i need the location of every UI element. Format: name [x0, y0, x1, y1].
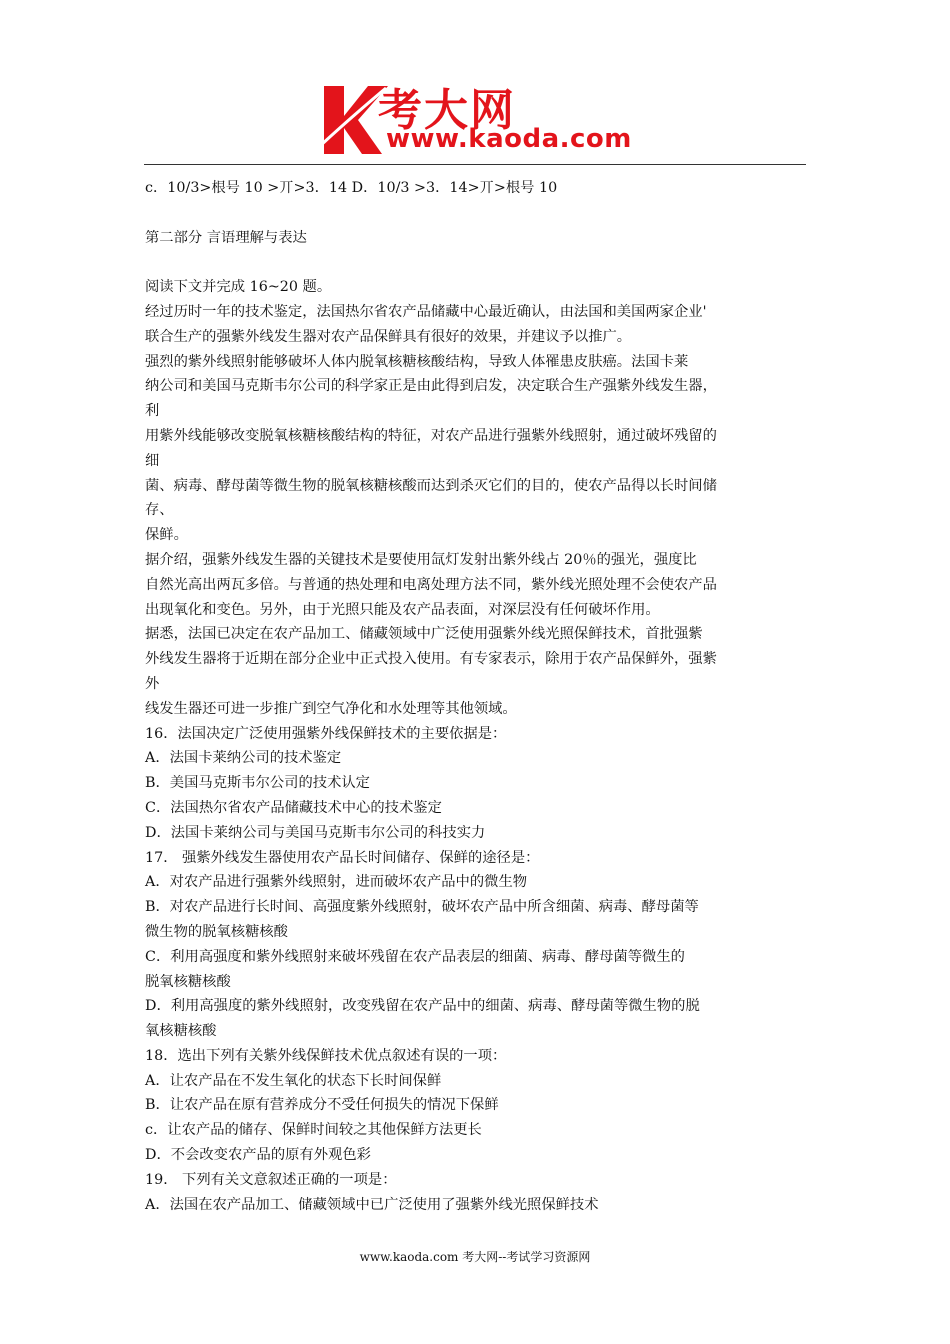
text-line: c．让农产品的储存、保鲜时间较之其他保鲜方法更长 [145, 1122, 482, 1139]
logo-url-text: www.kaoda.com [386, 124, 632, 154]
text-line: A．让农产品在不发生氧化的状态下长时间保鲜 [145, 1072, 442, 1089]
text-line: 据悉，法国已决定在农产品加工、储藏领域中广泛使用强紫外线光照保鲜技术，首批强紫 [145, 626, 703, 643]
text-line: 经过历时一年的技术鉴定，法国热尔省农产品储藏中心最近确认，由法国和美国两家企业' [145, 303, 707, 320]
text-line: 16．法国决定广泛使用强紫外线保鲜技术的主要依据是： [145, 725, 507, 742]
text-line: 用紫外线能够改变脱氧核糖核酸结构的特征，对农产品进行强紫外线照射，通过破坏残留的 [145, 427, 717, 444]
text-line: C．法国热尔省农产品储藏技术中心的技术鉴定 [145, 799, 442, 816]
text-line: B．对农产品进行长时间、高强度紫外线照射，破坏农产品中所含细菌、病毒、酵母菌等 [145, 899, 699, 916]
text-line: 外线发生器将于近期在部分企业中正式投入使用。有专家表示，除用于农产品保鲜外，强紫 [145, 651, 717, 668]
text-line: D．法国卡莱纳公司与美国马克斯韦尔公司的科技实力 [145, 824, 486, 841]
blank-line [145, 201, 810, 226]
text-line: 纳公司和美国马克斯韦尔公司的科学家正是由此得到启发，决定联合生产强紫外线发生器， [145, 378, 717, 395]
text-line: 第二部分 言语理解与表达 [145, 229, 307, 246]
kaoda-logo [318, 80, 638, 158]
text-line: 保鲜。 [145, 527, 188, 544]
text-line: 联合生产的强紫外线发生器对农产品保鲜具有很好的效果，并建议予以推广。 [145, 328, 632, 345]
text-line: B．让农产品在原有营养成分不受任何损失的情况下保鲜 [145, 1097, 499, 1114]
text-line: 外 [145, 675, 160, 692]
text-line: 阅读下文并完成 16~20 题。 [145, 279, 332, 296]
text-line: 出现氧化和变色。另外，由于光照只能及农产品表面，对深层没有任何破坏作用。 [145, 601, 660, 618]
text-line: 细 [145, 452, 160, 469]
text-line: 线发生器还可进一步推广到空气净化和水处理等其他领域。 [145, 700, 517, 717]
text-line: 17． 强紫外线发生器使用农产品长时间储存、保鲜的途径是： [145, 849, 540, 866]
text-line: D．不会改变农产品的原有外观色彩 [145, 1147, 371, 1164]
text-line: 菌、病毒、酵母菌等微生物的脱氧核糖核酸而达到杀灭它们的目的，使农产品得以长时间储 [145, 477, 717, 494]
text-line: A．法国在农产品加工、储藏领域中已广泛使用了强紫外线光照保鲜技术 [145, 1196, 599, 1213]
text-line: 18．选出下列有关紫外线保鲜技术优点叙述有误的一项： [145, 1047, 507, 1064]
page-footer: www.kaoda.com 考大网--考试学习资源网 [359, 1250, 591, 1264]
text-line: 据介绍，强紫外线发生器的关键技术是要使用氙灯发射出紫外线占 20％的强光，强度比 [145, 551, 697, 568]
text-line: 强烈的紫外线照射能够破坏人体内脱氧核糖核酸结构，导致人体罹患皮肤癌。法国卡莱 [145, 353, 689, 370]
text-line: 微生物的脱氧核糖核酸 [145, 923, 288, 940]
header-divider [144, 164, 806, 165]
text-line: B．美国马克斯韦尔公司的技术认定 [145, 775, 370, 792]
text-line: 脱氧核糖核酸 [145, 973, 231, 990]
blank-line [145, 250, 810, 275]
text-line: 存、 [145, 502, 174, 519]
text-line: D．利用高强度的紫外线照射，改变残留在农产品中的细菌、病毒、酵母菌等微生物的脱 [145, 998, 700, 1015]
text-line: 19． 下列有关文意叙述正确的一项是： [145, 1171, 397, 1188]
text-line: 氧核糖核酸 [145, 1023, 217, 1040]
text-line: c．10/3>根号 10 >丌>3．14 D．10/3 >3．14>丌>根号 10 [145, 180, 558, 196]
text-line: 利 [145, 403, 160, 420]
text-line: A．法国卡莱纳公司的技术鉴定 [145, 750, 342, 767]
text-line: 自然光高出两瓦多倍。与普通的热处理和电离处理方法不同，紫外线光照处理不会使农产品 [145, 576, 717, 593]
text-line: C．利用高强度和紫外线照射来破坏残留在农产品表层的细菌、病毒、酵母菌等微生的 [145, 948, 685, 965]
document-body [145, 176, 810, 1217]
text-line: A．对农产品进行强紫外线照射，进而破坏农产品中的微生物 [145, 874, 528, 891]
logo-chinese-text: 考大网 [378, 85, 516, 136]
